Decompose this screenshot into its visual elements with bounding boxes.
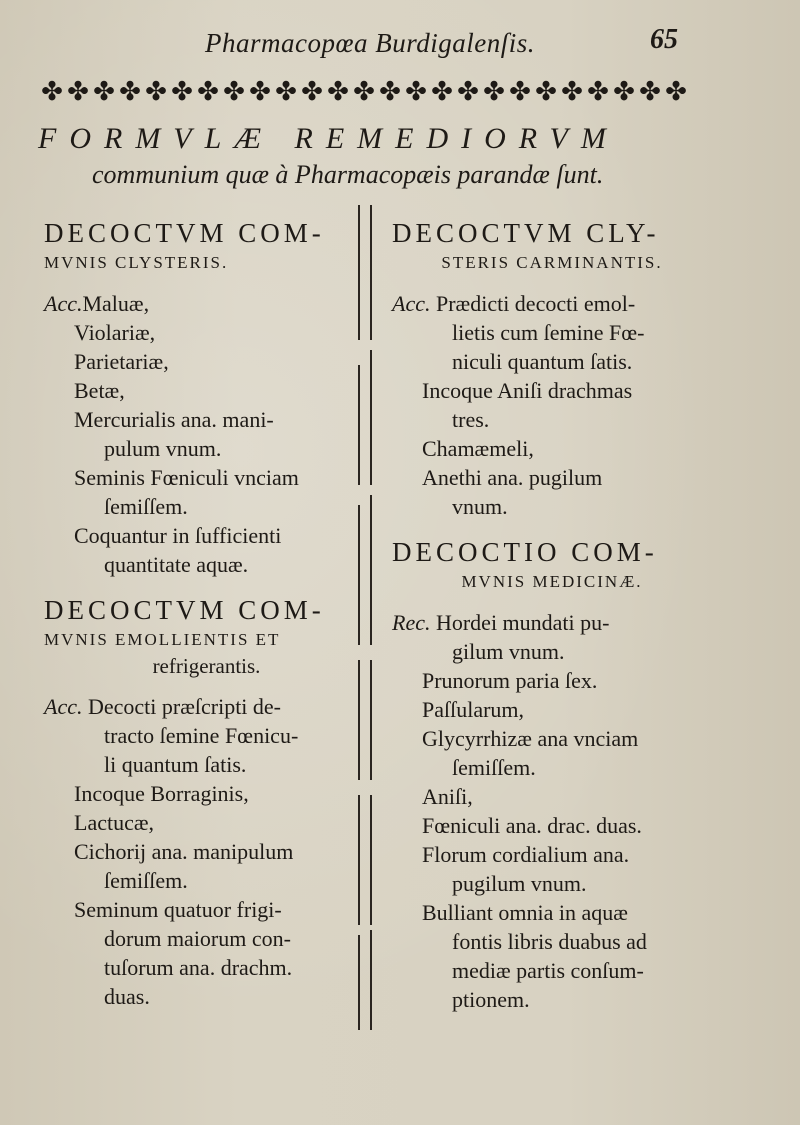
recipe-line: Paſſularum, <box>422 697 525 722</box>
recipe-line: duas. <box>104 984 150 1009</box>
section-decoctio-medicinae <box>392 537 712 1014</box>
recipe-line: Seminis Fœniculi vnciam <box>74 465 299 490</box>
fleuron-icon: ✤ <box>145 77 165 107</box>
section-title: DECOCTVM COM- <box>44 218 325 248</box>
recipe-line: Parietariæ, <box>74 349 169 374</box>
section-title: DECOCTIO COM- <box>392 537 658 567</box>
recipe-line: gilum vnum. <box>452 639 565 664</box>
recipe-line: Aniſi, <box>422 784 473 809</box>
fleuron-icon: ✤ <box>561 77 581 107</box>
fleuron-icon: ✤ <box>223 77 243 107</box>
fleuron-icon: ✤ <box>171 77 191 107</box>
fleuron-icon: ✤ <box>119 77 139 107</box>
recipe-line: ſemiſſem. <box>104 494 188 519</box>
section-decoctum-emollientis <box>44 595 349 1011</box>
fleuron-icon: ✤ <box>613 77 633 107</box>
section-subtitle: MVNIS EMOLLIENTIS ET <box>44 630 281 649</box>
fleuron-icon: ✤ <box>197 77 217 107</box>
right-column <box>392 218 712 1014</box>
fleuron-icon: ✤ <box>587 77 607 107</box>
recipe-line: Acc.Maluæ, <box>44 291 150 316</box>
recipe-line: Anethi ana. pugilum <box>422 465 603 490</box>
recipe-line: Acc. Decocti præſcripti de- <box>44 694 282 719</box>
fleuron-icon: ✤ <box>535 77 555 107</box>
running-title: Pharmacopœa Burdigalenſis. <box>205 28 535 58</box>
section-subtitle-continued: refrigerantis. <box>152 654 261 678</box>
recipe-line: Rec. Hordei mundati pu- <box>392 610 610 635</box>
column-divider <box>355 205 387 1035</box>
sub-heading: communium quæ à Pharmacopæis parandæ ſunt. <box>92 160 604 189</box>
recipe-line: Bulliant omnia in aquæ <box>422 900 628 925</box>
recipe-line: quantitate aquæ. <box>104 552 249 577</box>
fleuron-icon: ✤ <box>301 77 321 107</box>
main-heading: FORMVLÆ REMEDIORVM <box>38 122 619 155</box>
recipe-line: tres. <box>452 407 490 432</box>
recipe-line: Violariæ, <box>74 320 156 345</box>
recipe-line: Prunorum paria ſex. <box>422 668 598 693</box>
recipe-line: niculi quantum ſatis. <box>452 349 633 374</box>
section-title: DECOCTVM COM- <box>44 595 325 625</box>
fleuron-icon: ✤ <box>483 77 503 107</box>
section-subtitle: MVNIS CLYSTERIS. <box>44 253 229 272</box>
fleuron-icon: ✤ <box>249 77 269 107</box>
recipe-line: pulum vnum. <box>104 436 222 461</box>
recipe-line: fontis libris duabus ad <box>452 929 647 954</box>
recipe-line: Lactucæ, <box>74 810 155 835</box>
section-decoctum-clysteris <box>44 218 349 579</box>
recipe-line: Fœniculi ana. drac. duas. <box>422 813 642 838</box>
recipe-line: ſemiſſem. <box>452 755 536 780</box>
recipe-line: Betæ, <box>74 378 125 403</box>
recipe-line: ſemiſſem. <box>104 868 188 893</box>
recipe-line: Cichorij ana. manipulum <box>74 839 294 864</box>
left-column <box>44 218 349 1011</box>
recipe-line: Seminum quatuor frigi- <box>74 897 282 922</box>
fleuron-icon: ✤ <box>379 77 399 107</box>
section-decoctum-carminantis <box>392 218 712 521</box>
recipe-line: Chamæmeli, <box>422 436 534 461</box>
fleuron-icon: ✤ <box>509 77 529 107</box>
fleuron-icon: ✤ <box>93 77 113 107</box>
recipe-line: mediæ partis conſum- <box>452 958 644 983</box>
fleuron-icon: ✤ <box>67 77 87 107</box>
section-subtitle: MVNIS MEDICINÆ. <box>461 572 643 591</box>
recipe-line: li quantum ſatis. <box>104 752 247 777</box>
fleuron-icon: ✤ <box>41 77 61 107</box>
section-subtitle: STERIS CARMINANTIS. <box>441 253 663 272</box>
recipe-line: tracto ſemine Fœnicu- <box>104 723 299 748</box>
fleuron-icon: ✤ <box>639 77 659 107</box>
recipe-line: Florum cordialium ana. <box>422 842 630 867</box>
ornament-band <box>38 72 688 112</box>
section-title: DECOCTVM CLY- <box>392 218 660 248</box>
recipe-line: ptionem. <box>452 987 530 1012</box>
recipe-line: Mercurialis ana. mani- <box>74 407 274 432</box>
recipe-line: Incoque Aniſi drachmas <box>422 378 633 403</box>
recipe-line: Glycyrrhizæ ana vnciam <box>422 726 639 751</box>
fleuron-icon: ✤ <box>353 77 373 107</box>
recipe-line: Acc. Prædicti decocti emol- <box>392 291 636 316</box>
recipe-line: Incoque Borraginis, <box>74 781 249 806</box>
fleuron-icon: ✤ <box>405 77 425 107</box>
running-head <box>0 22 800 62</box>
recipe-line: vnum. <box>452 494 508 519</box>
recipe-line: pugilum vnum. <box>452 871 587 896</box>
page-number: 65 <box>650 24 678 55</box>
recipe-line: tuſorum ana. drachm. <box>104 955 293 980</box>
recipe-line: dorum maiorum con- <box>104 926 291 951</box>
fleuron-icon: ✤ <box>457 77 477 107</box>
fleuron-icon: ✤ <box>431 77 451 107</box>
fleuron-icon: ✤ <box>665 77 685 107</box>
recipe-line: lietis cum ſemine Fœ- <box>452 320 645 345</box>
fleuron-icon: ✤ <box>327 77 347 107</box>
fleuron-icon: ✤ <box>275 77 295 107</box>
recipe-line: Coquantur in ſufficienti <box>74 523 282 548</box>
